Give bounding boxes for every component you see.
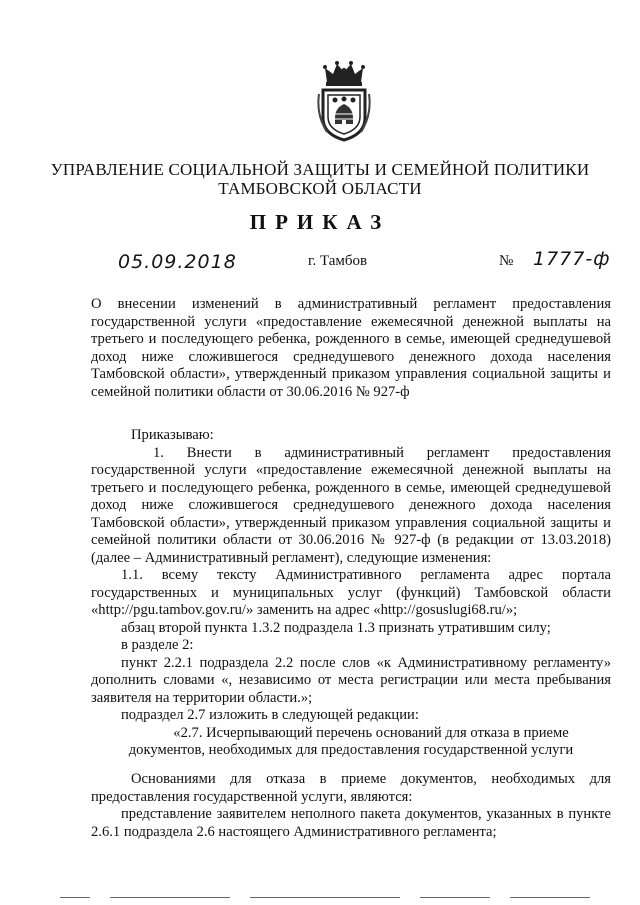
quote-2-7-line2: документов, необходимых для предоставления государственной услуги [128,742,574,758]
item-1: 1. Внести в административный регламент предоставления государственной услуги «предоставление ежемесячной денежной выплаты на третьего и последующего ребенка, рожденного в семье, имеющей среднедушевой доход ниже сложившегося среднедушевого денежного дохода населения Тамбовской области», утвержденный приказом управления социальной защиты и семейной политики области от 30.06.2016 № 927-ф (в редакции от 13.03.2018) (далее – Административный регламент), следующие изменения: [91,444,611,566]
document-type-title: ПРИКАЗ [249,210,391,234]
order-body [91,427,611,760]
organization-name-line2: ТАМБОВСКОЙ ОБЛАСТИ [218,179,422,198]
footer-mark [60,897,90,898]
paragraph-1-3-2: абзац второй пункта 1.3.2 подраздела 1.3 признать утратившим силу; [121,619,551,636]
coat-of-arms-icon [313,60,375,142]
point-2-2-1: пункт 2.2.1 подраздела 2.2 после слов «к Административному регламенту» дополнить словами «, независимо от места регистрации или места пребывания заявителя на территории области.»; [91,654,611,706]
order-word: Приказываю: [131,427,214,443]
footer-mark [110,897,230,898]
section-2-heading: в разделе 2: [121,637,194,653]
footer-mark [250,897,400,898]
number-label: № [499,253,514,269]
footer-mark [510,897,590,898]
subsection-2-7: подраздел 2.7 изложить в следующей редакции: [121,707,419,723]
quote-2-7-line1: «2.7. Исчерпывающий перечень оснований для отказа в приеме [173,724,569,741]
grounds-paragraph: Основаниями для отказа в приеме документов, необходимых для предоставления государственной услуги, являются: [91,771,611,805]
document-number: 1777-ф [533,248,611,270]
item-1-1: 1.1. всему тексту Административного регламента адрес портала государственных и муниципальных услуг (функций) Тамбовской области «http://pgu.tambov.gov.ru/» заменить на адрес «http://gosuslugi68.ru/»; [91,567,611,618]
footer-mark [420,897,490,898]
document-city: г. Тамбов [308,253,368,269]
order-body-continued [91,771,611,841]
incomplete-documents-paragraph: представление заявителем неполного пакета документов, указанных в пункте 2.6.1 подраздела 2.6 настоящего Административного регламента; [91,806,611,840]
document-date: 05.09.2018 [118,251,237,273]
document-subject: О внесении изменений в административный регламент предоставления государственной услуги «предоставление ежемесячной денежной выплаты на третьего и последующего ребенка, рожденного в семье, имеющей среднедушевой доход ниже сложившегося среднедушевого денежного дохода населения Тамбовской области», утвержденный приказом управления социальной защиты и семейной политики области от 30.06.2016 № 927-ф [91,296,611,400]
organization-name-line1: УПРАВЛЕНИЕ СОЦИАЛЬНОЙ ЗАЩИТЫ И СЕМЕЙНОЙ ПОЛИТИКИ [50,160,590,179]
